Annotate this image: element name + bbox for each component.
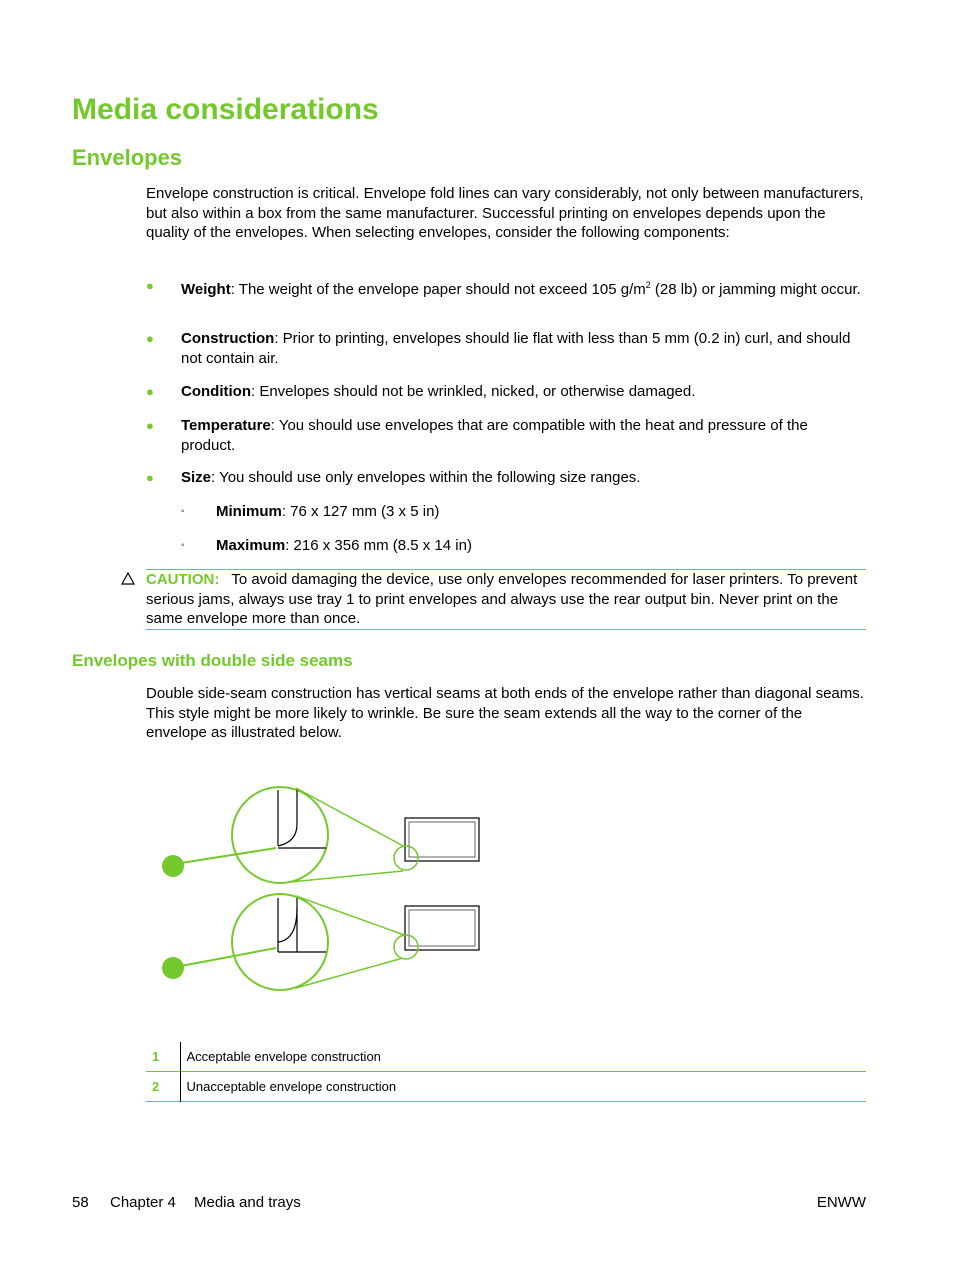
sub-bullet-term: Minimum bbox=[216, 503, 282, 520]
bullet-term: Temperature bbox=[181, 417, 271, 434]
table-row bbox=[146, 1072, 866, 1102]
subsection-title: Envelopes with double side seams bbox=[72, 651, 353, 670]
bullet-term: Condition bbox=[181, 383, 251, 400]
legend-description: Acceptable envelope construction bbox=[186, 1049, 381, 1064]
unacceptable-envelope-figure bbox=[162, 894, 479, 990]
bullet-text: : Prior to printing, envelopes should lie flat with less than 5 mm (0.2 in) curl, and should not contain air. bbox=[181, 330, 851, 367]
legend-number: 1 bbox=[146, 1042, 180, 1072]
bullet-dot-icon: ● bbox=[146, 470, 154, 485]
bullet-text: : Envelopes should not be wrinkled, nicked, or otherwise damaged. bbox=[250, 383, 696, 400]
bullet-term: Construction bbox=[181, 330, 275, 347]
caution-label: CAUTION: bbox=[146, 571, 220, 588]
bullet-dot-icon: ● bbox=[146, 418, 154, 433]
acceptable-envelope-figure bbox=[162, 787, 479, 883]
bullet-dot-icon: ● bbox=[146, 278, 154, 293]
superscript: 2 bbox=[645, 280, 651, 290]
bullet-text: : The weight of the envelope paper should not exceed 105 g/m bbox=[230, 281, 646, 298]
legend-description: Unacceptable envelope construction bbox=[186, 1079, 397, 1094]
footer-chapter: Chapter 4 bbox=[110, 1194, 176, 1211]
figure-legend-table bbox=[146, 1042, 866, 1102]
legend-number: 2 bbox=[146, 1072, 180, 1102]
intro-paragraph: Envelope construction is critical. Envelope fold lines can vary considerably, not only between manufacturers, but also within a box from the same manufacturer. Successful printing on envelopes depends upon the quality of the envelopes. When selecting envelopes, consider the following components: bbox=[146, 185, 864, 241]
sub-bullet-term: Maximum bbox=[216, 537, 286, 554]
bullet-text: : You should use only envelopes within the following size ranges. bbox=[211, 469, 641, 486]
footer-page-number: 58 bbox=[72, 1194, 89, 1211]
page-title: Media considerations bbox=[72, 93, 379, 126]
footer-chapter-title: Media and trays bbox=[194, 1194, 301, 1211]
footer-right-label: ENWW bbox=[816, 1194, 866, 1211]
sub-bullet-circle-icon: ◦ bbox=[181, 506, 185, 517]
caution-triangle-icon bbox=[121, 572, 135, 585]
bullet-text: : You should use envelopes that are compatible with the heat and pressure of the product. bbox=[181, 417, 808, 454]
bullet-dot-icon: ● bbox=[146, 331, 154, 346]
bullet-term: Size bbox=[181, 469, 212, 486]
bullet-term: Weight bbox=[181, 281, 231, 298]
bullet-text-continued: (28 lb) or jamming might occur. bbox=[650, 281, 861, 298]
caution-text: To avoid damaging the device, use only envelopes recommended for laser printers. To prevent serious jams, always use tray 1 to print envelopes and always use the rear output bin. Never print on the same envelope more than once. bbox=[146, 571, 858, 627]
sub-bullet-circle-icon: ◦ bbox=[181, 540, 185, 551]
table-row bbox=[146, 1042, 866, 1072]
caution-note bbox=[146, 570, 864, 629]
bullet-dot-icon: ● bbox=[146, 384, 154, 399]
sub-bullet-text: : 76 x 127 mm (3 x 5 in) bbox=[281, 503, 440, 520]
envelope-seam-illustration bbox=[150, 780, 490, 1000]
subsection-paragraph: Double side-seam construction has vertical seams at both ends of the envelope rather than diagonal seams. This style might be more likely to wrinkle. Be sure the seam extends all the way to the corner of the envelope as illustrated below. bbox=[146, 685, 864, 741]
section-title-envelopes: Envelopes bbox=[72, 145, 183, 170]
sub-bullet-text: : 216 x 356 mm (8.5 x 14 in) bbox=[285, 537, 472, 554]
